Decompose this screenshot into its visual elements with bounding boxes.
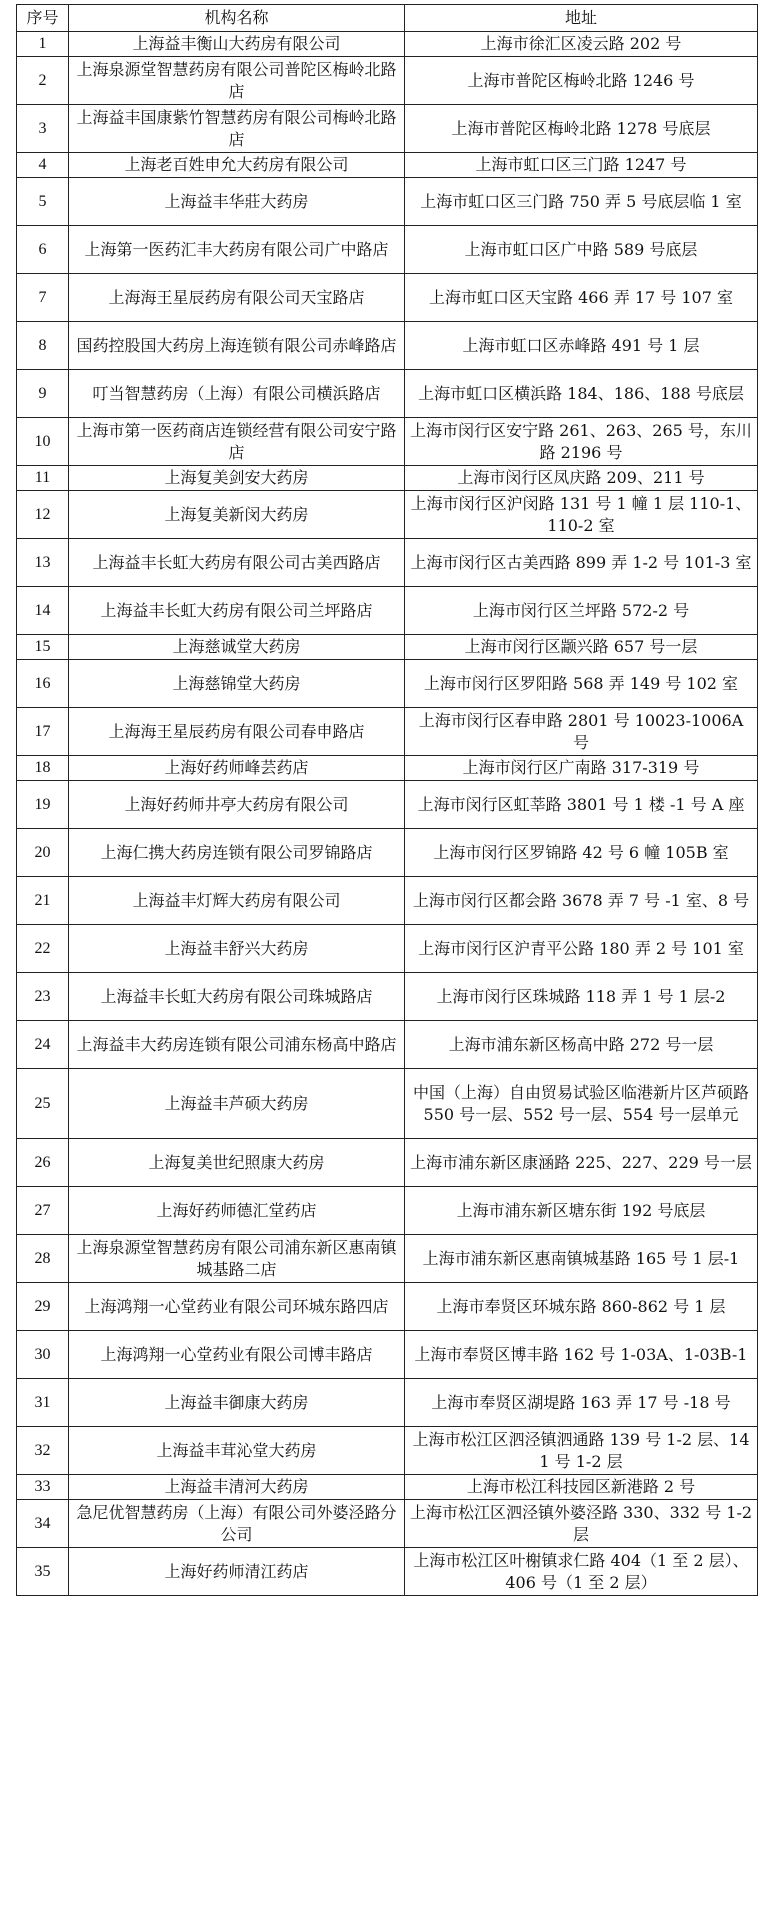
table-row — [17, 1500, 758, 1548]
cell-name: 上海好药师峰芸药店 — [69, 756, 405, 781]
cell-no: 4 — [17, 153, 69, 178]
table-row — [17, 660, 758, 708]
cell-address: 上海市闵行区春申路 2801 号 10023-1006A 号 — [405, 708, 758, 756]
cell-address: 上海市闵行区珠城路 118 弄 1 号 1 层-2 — [405, 973, 758, 1021]
cell-address: 上海市奉贤区湖堤路 163 弄 17 号 -18 号 — [405, 1379, 758, 1427]
table-row — [17, 1427, 758, 1475]
cell-address: 上海市奉贤区博丰路 162 号 1-03A、1-03B-1 — [405, 1331, 758, 1379]
cell-no: 9 — [17, 370, 69, 418]
table-row — [17, 1069, 758, 1139]
cell-name: 上海泉源堂智慧药房有限公司浦东新区惠南镇城基路二店 — [69, 1235, 405, 1283]
table-row — [17, 635, 758, 660]
cell-address: 上海市闵行区凤庆路 209、211 号 — [405, 466, 758, 491]
cell-address: 上海市虹口区三门路 1247 号 — [405, 153, 758, 178]
cell-name: 上海泉源堂智慧药房有限公司普陀区梅岭北路店 — [69, 57, 405, 105]
cell-name: 上海第一医药汇丰大药房有限公司广中路店 — [69, 226, 405, 274]
table-row — [17, 57, 758, 105]
document-page — [0, 4, 765, 1927]
cell-no: 33 — [17, 1475, 69, 1500]
header-no: 序号 — [17, 5, 69, 32]
cell-no: 2 — [17, 57, 69, 105]
table-body — [17, 32, 758, 1596]
cell-no: 30 — [17, 1331, 69, 1379]
cell-name: 上海益丰茸沁堂大药房 — [69, 1427, 405, 1475]
cell-no: 13 — [17, 539, 69, 587]
cell-address: 上海市虹口区横浜路 184、186、188 号底层 — [405, 370, 758, 418]
cell-address: 中国（上海）自由贸易试验区临港新片区芦硕路 550 号一层、552 号一层、554 号一层单元 — [405, 1069, 758, 1139]
table-row — [17, 1331, 758, 1379]
table-header-row — [17, 5, 758, 32]
cell-address: 上海市松江科技园区新港路 2 号 — [405, 1475, 758, 1500]
cell-no: 17 — [17, 708, 69, 756]
cell-no: 6 — [17, 226, 69, 274]
cell-no: 7 — [17, 274, 69, 322]
cell-name: 上海益丰清河大药房 — [69, 1475, 405, 1500]
cell-name: 上海市第一医药商店连锁经营有限公司安宁路店 — [69, 418, 405, 466]
table-row — [17, 178, 758, 226]
cell-name: 国药控股国大药房上海连锁有限公司赤峰路店 — [69, 322, 405, 370]
table-row — [17, 587, 758, 635]
pharmacy-table — [16, 4, 758, 1596]
cell-no: 11 — [17, 466, 69, 491]
cell-name: 上海老百姓申允大药房有限公司 — [69, 153, 405, 178]
cell-address: 上海市闵行区安宁路 261、263、265 号，东川路 2196 号 — [405, 418, 758, 466]
cell-no: 3 — [17, 105, 69, 153]
table-row — [17, 973, 758, 1021]
cell-name: 上海仁携大药房连锁有限公司罗锦路店 — [69, 829, 405, 877]
cell-address: 上海市浦东新区康涵路 225、227、229 号一层 — [405, 1139, 758, 1187]
cell-address: 上海市闵行区虹莘路 3801 号 1 楼 -1 号 A 座 — [405, 781, 758, 829]
cell-name: 上海益丰舒兴大药房 — [69, 925, 405, 973]
table-row — [17, 1548, 758, 1596]
table-row — [17, 1379, 758, 1427]
cell-address: 上海市普陀区梅岭北路 1278 号底层 — [405, 105, 758, 153]
cell-name: 上海好药师清江药店 — [69, 1548, 405, 1596]
cell-no: 26 — [17, 1139, 69, 1187]
table-row — [17, 466, 758, 491]
cell-address: 上海市虹口区赤峰路 491 号 1 层 — [405, 322, 758, 370]
table-row — [17, 32, 758, 57]
table-row — [17, 226, 758, 274]
cell-no: 15 — [17, 635, 69, 660]
cell-address: 上海市闵行区沪闵路 131 号 1 幢 1 层 110-1、110-2 室 — [405, 491, 758, 539]
cell-name: 上海慈锦堂大药房 — [69, 660, 405, 708]
cell-name: 上海鸿翔一心堂药业有限公司环城东路四店 — [69, 1283, 405, 1331]
cell-no: 23 — [17, 973, 69, 1021]
cell-name: 上海益丰大药房连锁有限公司浦东杨高中路店 — [69, 1021, 405, 1069]
cell-name: 上海复美新闵大药房 — [69, 491, 405, 539]
cell-name: 上海好药师德汇堂药店 — [69, 1187, 405, 1235]
header-address: 地址 — [405, 5, 758, 32]
cell-name: 上海海王星辰药房有限公司春申路店 — [69, 708, 405, 756]
cell-no: 32 — [17, 1427, 69, 1475]
cell-no: 27 — [17, 1187, 69, 1235]
cell-address: 上海市奉贤区环城东路 860-862 号 1 层 — [405, 1283, 758, 1331]
cell-address: 上海市闵行区罗锦路 42 号 6 幢 105B 室 — [405, 829, 758, 877]
cell-name: 上海好药师井亭大药房有限公司 — [69, 781, 405, 829]
cell-address: 上海市闵行区都会路 3678 弄 7 号 -1 室、8 号 — [405, 877, 758, 925]
table-row — [17, 1283, 758, 1331]
cell-address: 上海市普陀区梅岭北路 1246 号 — [405, 57, 758, 105]
table-row — [17, 829, 758, 877]
cell-no: 31 — [17, 1379, 69, 1427]
cell-no: 5 — [17, 178, 69, 226]
cell-no: 22 — [17, 925, 69, 973]
header-name: 机构名称 — [69, 5, 405, 32]
cell-address: 上海市虹口区三门路 750 弄 5 号底层临 1 室 — [405, 178, 758, 226]
cell-no: 8 — [17, 322, 69, 370]
cell-address: 上海市徐汇区凌云路 202 号 — [405, 32, 758, 57]
table-row — [17, 418, 758, 466]
cell-address: 上海市浦东新区塘东街 192 号底层 — [405, 1187, 758, 1235]
table-row — [17, 877, 758, 925]
cell-name: 上海益丰芦硕大药房 — [69, 1069, 405, 1139]
cell-no: 29 — [17, 1283, 69, 1331]
cell-no: 10 — [17, 418, 69, 466]
cell-no: 34 — [17, 1500, 69, 1548]
cell-address: 上海市闵行区广南路 317-319 号 — [405, 756, 758, 781]
table-row — [17, 274, 758, 322]
table-row — [17, 491, 758, 539]
cell-no: 18 — [17, 756, 69, 781]
cell-address: 上海市松江区泗泾镇外婆泾路 330、332 号 1-2 层 — [405, 1500, 758, 1548]
cell-no: 1 — [17, 32, 69, 57]
cell-name: 叮当智慧药房（上海）有限公司横浜路店 — [69, 370, 405, 418]
cell-address: 上海市虹口区天宝路 466 弄 17 号 107 室 — [405, 274, 758, 322]
cell-address: 上海市松江区泗泾镇泗通路 139 号 1-2 层、141 号 1-2 层 — [405, 1427, 758, 1475]
cell-name: 上海益丰衡山大药房有限公司 — [69, 32, 405, 57]
cell-address: 上海市闵行区罗阳路 568 弄 149 号 102 室 — [405, 660, 758, 708]
cell-no: 28 — [17, 1235, 69, 1283]
cell-name: 上海海王星辰药房有限公司天宝路店 — [69, 274, 405, 322]
cell-address: 上海市浦东新区惠南镇城基路 165 号 1 层-1 — [405, 1235, 758, 1283]
cell-address: 上海市松江区叶榭镇求仁路 404（1 至 2 层）、406 号（1 至 2 层） — [405, 1548, 758, 1596]
cell-name: 上海益丰灯辉大药房有限公司 — [69, 877, 405, 925]
table-row — [17, 370, 758, 418]
cell-name: 上海益丰长虹大药房有限公司兰坪路店 — [69, 587, 405, 635]
cell-name: 上海慈诚堂大药房 — [69, 635, 405, 660]
cell-name: 上海益丰长虹大药房有限公司古美西路店 — [69, 539, 405, 587]
table-row — [17, 322, 758, 370]
cell-address: 上海市浦东新区杨高中路 272 号一层 — [405, 1021, 758, 1069]
cell-address: 上海市闵行区古美西路 899 弄 1-2 号 101-3 室 — [405, 539, 758, 587]
table-row — [17, 1139, 758, 1187]
table-row — [17, 1021, 758, 1069]
cell-no: 24 — [17, 1021, 69, 1069]
cell-name: 上海益丰华莊大药房 — [69, 178, 405, 226]
cell-no: 21 — [17, 877, 69, 925]
cell-no: 20 — [17, 829, 69, 877]
table-row — [17, 708, 758, 756]
cell-no: 19 — [17, 781, 69, 829]
cell-name: 上海复美剑安大药房 — [69, 466, 405, 491]
table-row — [17, 1475, 758, 1500]
table-row — [17, 756, 758, 781]
table-row — [17, 781, 758, 829]
cell-no: 14 — [17, 587, 69, 635]
cell-address: 上海市闵行区沪青平公路 180 弄 2 号 101 室 — [405, 925, 758, 973]
cell-name: 上海鸿翔一心堂药业有限公司博丰路店 — [69, 1331, 405, 1379]
table-row — [17, 539, 758, 587]
cell-name: 急尼优智慧药房（上海）有限公司外婆泾路分公司 — [69, 1500, 405, 1548]
cell-name: 上海益丰国康紫竹智慧药房有限公司梅岭北路店 — [69, 105, 405, 153]
cell-address: 上海市闵行区颛兴路 657 号一层 — [405, 635, 758, 660]
cell-name: 上海益丰长虹大药房有限公司珠城路店 — [69, 973, 405, 1021]
table-row — [17, 925, 758, 973]
table-row — [17, 1187, 758, 1235]
cell-name: 上海复美世纪照康大药房 — [69, 1139, 405, 1187]
cell-no: 12 — [17, 491, 69, 539]
table-row — [17, 105, 758, 153]
cell-no: 16 — [17, 660, 69, 708]
cell-name: 上海益丰御康大药房 — [69, 1379, 405, 1427]
table-row — [17, 1235, 758, 1283]
cell-address: 上海市虹口区广中路 589 号底层 — [405, 226, 758, 274]
cell-address: 上海市闵行区兰坪路 572-2 号 — [405, 587, 758, 635]
table-row — [17, 153, 758, 178]
cell-no: 35 — [17, 1548, 69, 1596]
cell-no: 25 — [17, 1069, 69, 1139]
